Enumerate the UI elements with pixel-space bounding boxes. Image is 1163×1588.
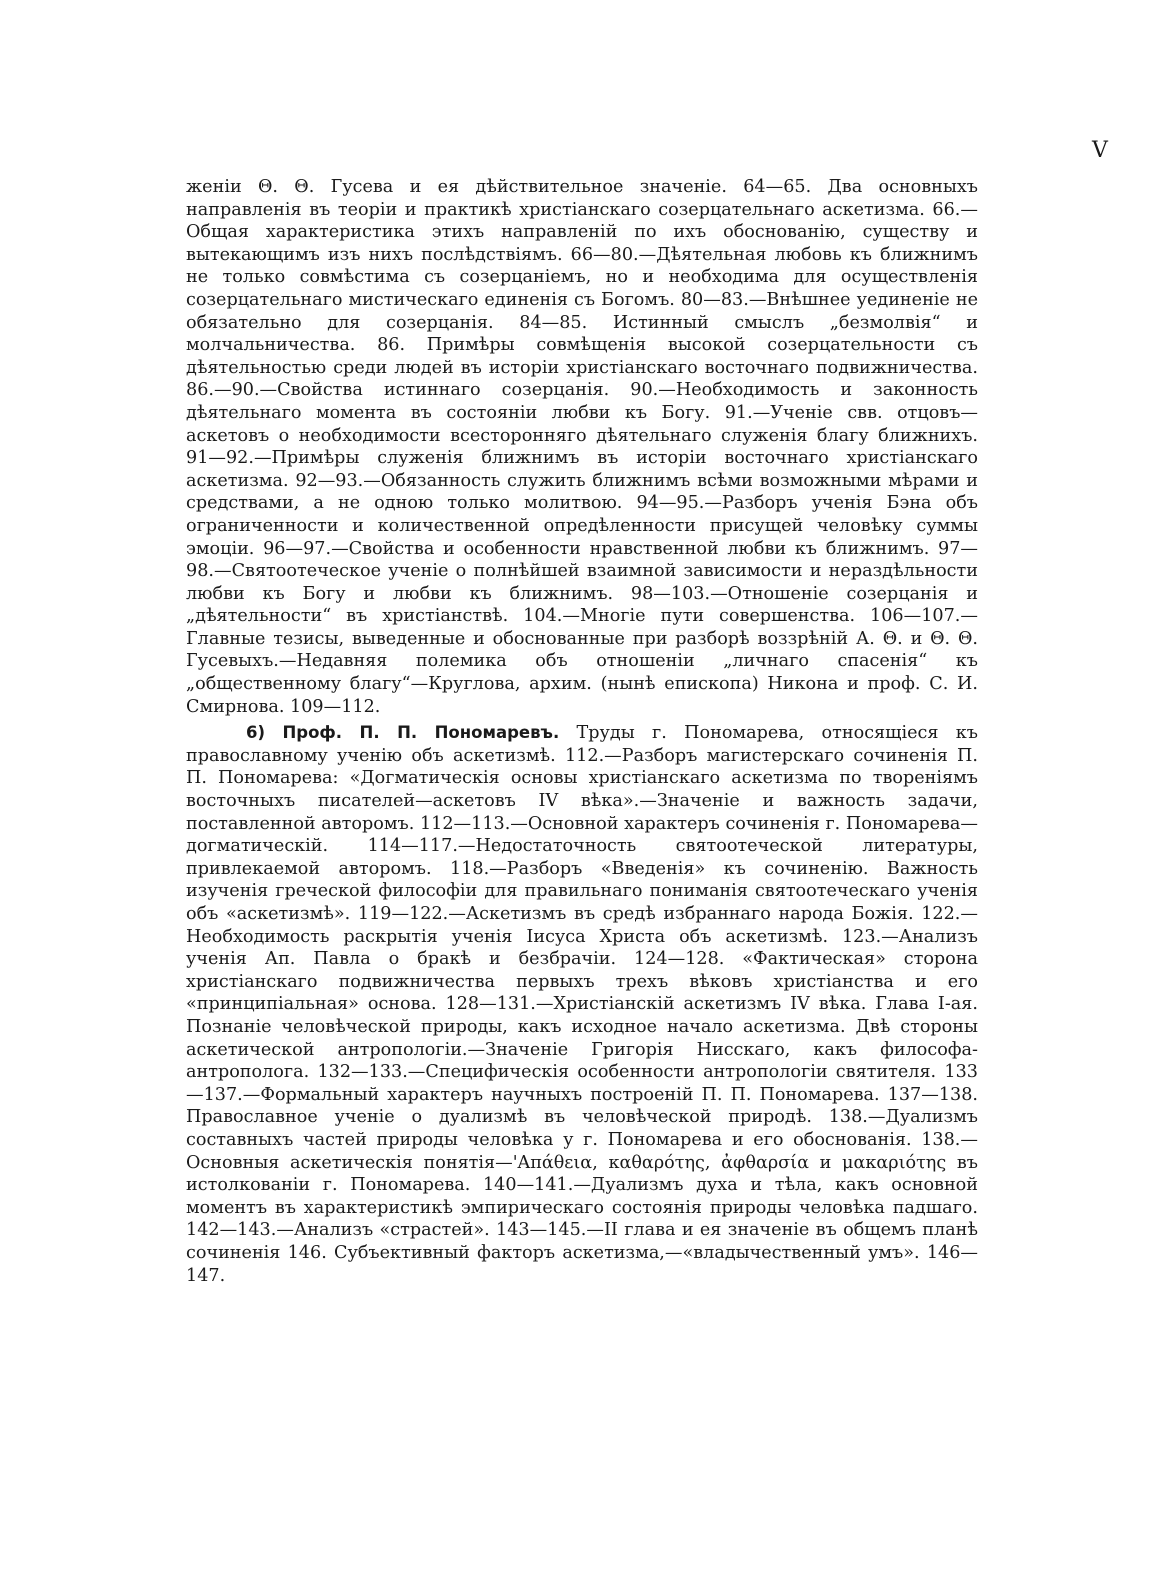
section-heading-ponomarev: 6) Проф. П. П. Пономаревъ. xyxy=(246,723,560,743)
paragraph-1 xyxy=(186,176,978,718)
paragraph-2 xyxy=(186,722,978,1287)
paragraph-2-text: Труды г. Пономарева, относящіеся къ православному ученію объ аскетизмѣ. 112.—Разборъ магистерскаго сочиненія П. П. Пономарева: «Догматическія основы христіанскаго аскетизма по твореніямъ восточныхъ писателей—аскетовъ IV вѣка».—Значеніе и важность задачи, поставленной авторомъ. 112—113.—Основной характеръ сочиненія г. Пономарева—догматическій. 114—117.—Недостаточность святоотеческой литературы, привлекаемой авторомъ. 118.—Разборъ «Введенія» къ сочиненію. Важность изученія греческой философіи для правильнаго пониманія святоотеческаго ученія объ «аскетизмѣ». 119—122.—Аскетизмъ въ средѣ избраннаго народа Божія. 122.—Необходимость раскрытія ученія Іисуса Христа объ аскетизмѣ. 123.—Анализъ ученія Ап. Павла о бракѣ и безбрачіи. 124—128. «Фактическая» сторона христіанскаго подвижничества первыхъ трехъ вѣковъ христіанства и его «принципіальная» основа. 128—131.—Христіанскій аскетизмъ IV вѣка. Глава I-ая. Познаніе человѣческой природы, какъ исходное начало аскетизма. Двѣ стороны аскетической антропологіи.—Значеніе Григорія Нисскаго, какъ философа-антрополога. 132—133.—Специфическія особенности антропологіи святителя. 133—137.—Формальный характеръ научныхъ построеній П. П. Пономарева. 137—138. Православное ученіе о дуализмѣ въ человѣческой природѣ. 138.—Дуализмъ составныхъ частей природы человѣка у г. Пономарева и его обоснованія. 138.—Основныя аскетическія понятія—'Απάθεια, καθαρότης, ἀφθαρσία и μακαριότης въ истолкованіи г. Пономарева. 140—141.—Дуализмъ духа и тѣла, какъ основной моментъ въ характеристикѣ эмпирическаго состоянія природы человѣка падшаго. 142—143.—Анализъ «страстей». 143—145.—II глава и ея значеніе въ общемъ планѣ сочиненія 146. Субъективный факторъ аскетизма,—«владычественный умъ». 146—147. xyxy=(186,723,978,1286)
paragraph-1-text: женіи Θ. Θ. Гусева и ея дѣйствительное значеніе. 64—65. Два основныхъ направленія въ теоріи и практикѣ христіанскаго созерцательнаго аскетизма. 66.—Общая характеристика этихъ направленій по ихъ обоснованію, существу и вытекающимъ изъ нихъ послѣдствіямъ. 66—80.—Дѣятельная любовь къ ближнимъ не только совмѣстима съ созерцаніемъ, но и необходима для осуществленія созерцательнаго мистическаго единенія съ Богомъ. 80—83.—Внѣшнее уединеніе не обязательно для созерцанія. 84—85. Истинный смыслъ „безмолвія“ и молчальничества. 86. Примѣры совмѣщенія высокой созерцательности съ дѣятельностью среди людей въ исторіи христіанскаго восточнаго подвижничества. 86.—90.—Свойства истиннаго созерцанія. 90.—Необходимость и законность дѣятельнаго момента въ состояніи любви къ Богу. 91.—Ученіе свв. отцовъ—аскетовъ о необходимости всесторонняго дѣятельнаго служенія благу ближнихъ. 91—92.—Примѣры служенія ближнимъ въ исторіи восточнаго христіанскаго аскетизма. 92—93.—Обязанность служить ближнимъ всѣми возможными мѣрами и средствами, а не одною только молитвою. 94—95.—Разборъ ученія Бэна объ ограниченности и количественной опредѣленности присущей человѣку суммы эмоціи. 96—97.—Свойства и особенности нравственной любви къ ближнимъ. 97—98.—Святоотеческое ученіе о полнѣйшей взаимной зависимости и нераздѣльности любви къ Богу и любви къ ближнимъ. 98—103.—Отношеніе созерцанія и „дѣятельности“ въ христіанствѣ. 104.—Многіе пути совершенства. 106—107.—Главные тезисы, выведенные и обоснованные при разборѣ воззрѣній А. Θ. и Θ. Θ. Гусевыхъ.—Недавняя полемика объ отношеніи „личнаго спасенія“ къ „общественному благу“—Круглова, архим. (нынѣ епископа) Никона и проф. С. И. Смирнова. 109—112. xyxy=(186,177,978,717)
page-number: V xyxy=(1092,138,1108,163)
document-body xyxy=(186,176,978,1287)
